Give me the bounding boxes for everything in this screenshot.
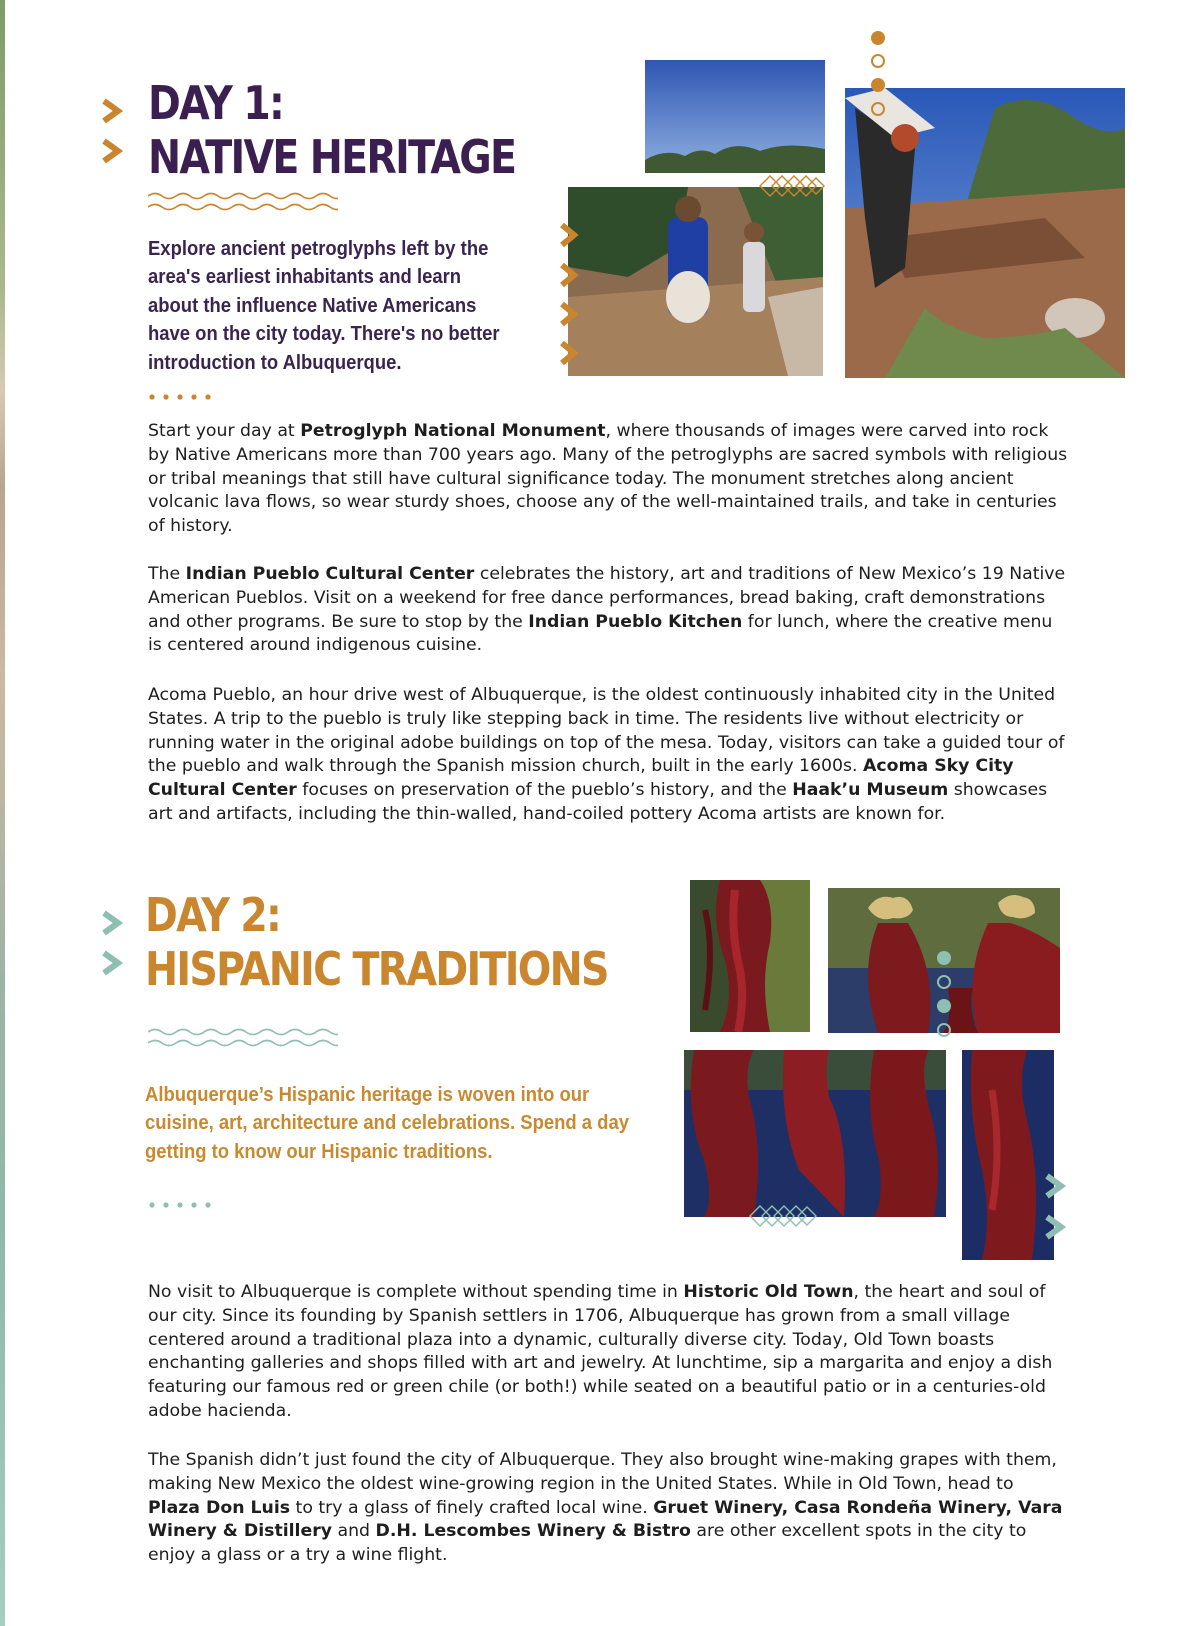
dancer-photo xyxy=(845,88,1125,378)
circle-column xyxy=(869,30,887,118)
text-run: The xyxy=(148,564,186,584)
chile-ristra-photo xyxy=(684,1050,946,1217)
text-run: Start your day at xyxy=(148,421,301,441)
drummer-photo xyxy=(568,187,823,376)
day1-intro: Explore ancient petroglyphs left by the area's earliest inhabitants and learn about the influence Native Americans have on the city today. There's no better introduction to Albuquerque. xyxy=(148,237,500,374)
sky-photo xyxy=(645,60,825,173)
chevron-right-icon xyxy=(558,222,580,248)
chevron-right-icon xyxy=(1043,1173,1069,1199)
place-name: Indian Pueblo Kitchen xyxy=(528,611,743,632)
dot-divider xyxy=(148,392,228,402)
day2-intro: Albuquerque’s Hispanic heritage is woven into our cuisine, art, architecture and celebrations. Spend a day getting to know our Hispanic traditions. xyxy=(145,1083,629,1163)
text-run: for lunch, where the creative menu is centered around indigenous cuisine. xyxy=(148,611,1053,656)
text-run: showcases art and artifacts, including the thin-walled, hand-coiled pottery Acoma artists are known for. xyxy=(148,780,1048,824)
text-run: are other excellent spots in the city to enjoy a glass or a try a wine flight. xyxy=(148,1521,1027,1566)
text-run: The Spanish didn’t just found the city of Albuquerque. They also brought wine-making grapes with them, making New Mexico the oldest wine-growing region in the United States. While in Old Town, head to xyxy=(148,1450,1057,1494)
text-run: Acoma Pueblo, an hour drive west of Albuquerque, is the oldest continuously inhabited city in the United States. A trip to the pueblo is truly like stepping back in time. The residents live without electricity or running water in the original adobe buildings on top of the mesa. Today, visitors can take a guided tour of the pueblo and walk through the Spanish mission church, built in the early 1600s. xyxy=(148,685,1065,777)
day2-heading-line1: DAY 2: xyxy=(145,888,281,942)
text-run: focuses on preservation of the pueblo’s history, and the xyxy=(296,780,793,801)
place-name: Haak’u Museum xyxy=(792,780,949,801)
chevron-right-icon xyxy=(100,910,126,936)
edge-photo-strip xyxy=(0,0,5,1626)
chevron-right-icon xyxy=(100,98,126,124)
day2-paragraph-2 xyxy=(148,1449,1068,1568)
diamond-pattern xyxy=(748,1202,818,1230)
wave-divider xyxy=(148,1026,338,1050)
day2-heading xyxy=(145,888,608,997)
place-name: Gruet Winery, Casa Rondeña Winery, Vara Winery & Distillery xyxy=(148,1497,1063,1542)
dot-divider xyxy=(148,1200,228,1210)
text-run: , where thousands of images were carved into rock by Native Americans more than 700 years ago. Many of the petroglyphs are sacred symbols with religious or tribal meanings that still have cultural significance today. The monument stretches along ancient volcanic lava flows, so wear sturdy shoes, choose any of the well-maintained trails, and take in centuries of history. xyxy=(148,421,1068,537)
wave-divider xyxy=(148,190,338,214)
chile-ristra-photo xyxy=(962,1050,1054,1260)
day2-heading-line2: HISPANIC TRADITIONS xyxy=(145,942,608,997)
circle-column xyxy=(935,950,953,1040)
place-name: Acoma Sky City Cultural Center xyxy=(148,756,1014,801)
day1-paragraph-1 xyxy=(148,420,1068,539)
place-name: Plaza Don Luis xyxy=(148,1497,291,1518)
place-name: Indian Pueblo Cultural Center xyxy=(185,564,475,584)
text-run: celebrates the history, art and traditions of New Mexico’s 19 Native American Pueblos. Visit on a weekend for free dance performances, bread baking, craft demonstrations and other programs. Be sure to stop by the xyxy=(148,564,1066,632)
day1-heading xyxy=(148,76,515,185)
text-run: , the heart and soul of our city. Since its founding by Spanish settlers in 1706, Albuquerque has grown from a small village centered around a traditional plaza into a dynamic, culturally diverse city. Today, Old Town boasts enchanting galleries and shops filled with art and jewelry. At lunchtime, sip a margarita and enjoy a dish featuring our famous red or green chile (or both!) while seated on a beautiful patio or in a centuries-old adobe hacienda. xyxy=(148,1282,1053,1421)
diamond-pattern xyxy=(758,172,826,200)
chile-ristra-photo xyxy=(690,880,810,1032)
day1-paragraph-3 xyxy=(148,684,1068,827)
chevron-right-icon xyxy=(558,340,580,366)
chevron-right-icon xyxy=(1043,1214,1069,1240)
chevron-right-icon xyxy=(100,138,126,164)
chevron-right-icon xyxy=(558,262,580,288)
day1-heading-line1: DAY 1: xyxy=(148,76,284,130)
chevron-right-icon xyxy=(558,301,580,327)
text-run: to try a glass of finely crafted local wine. xyxy=(290,1497,654,1518)
place-name: Historic Old Town xyxy=(683,1282,854,1302)
place-name: Petroglyph National Monument xyxy=(300,421,606,441)
text-run: No visit to Albuquerque is complete without spending time in xyxy=(148,1282,684,1302)
day1-paragraph-2 xyxy=(148,563,1068,658)
chevron-right-icon xyxy=(100,950,126,976)
place-name: D.H. Lescombes Winery & Bistro xyxy=(375,1521,691,1542)
day2-paragraph-1 xyxy=(148,1281,1068,1424)
day1-heading-line2: NATIVE HERITAGE xyxy=(148,130,516,185)
text-run: and xyxy=(332,1521,376,1542)
